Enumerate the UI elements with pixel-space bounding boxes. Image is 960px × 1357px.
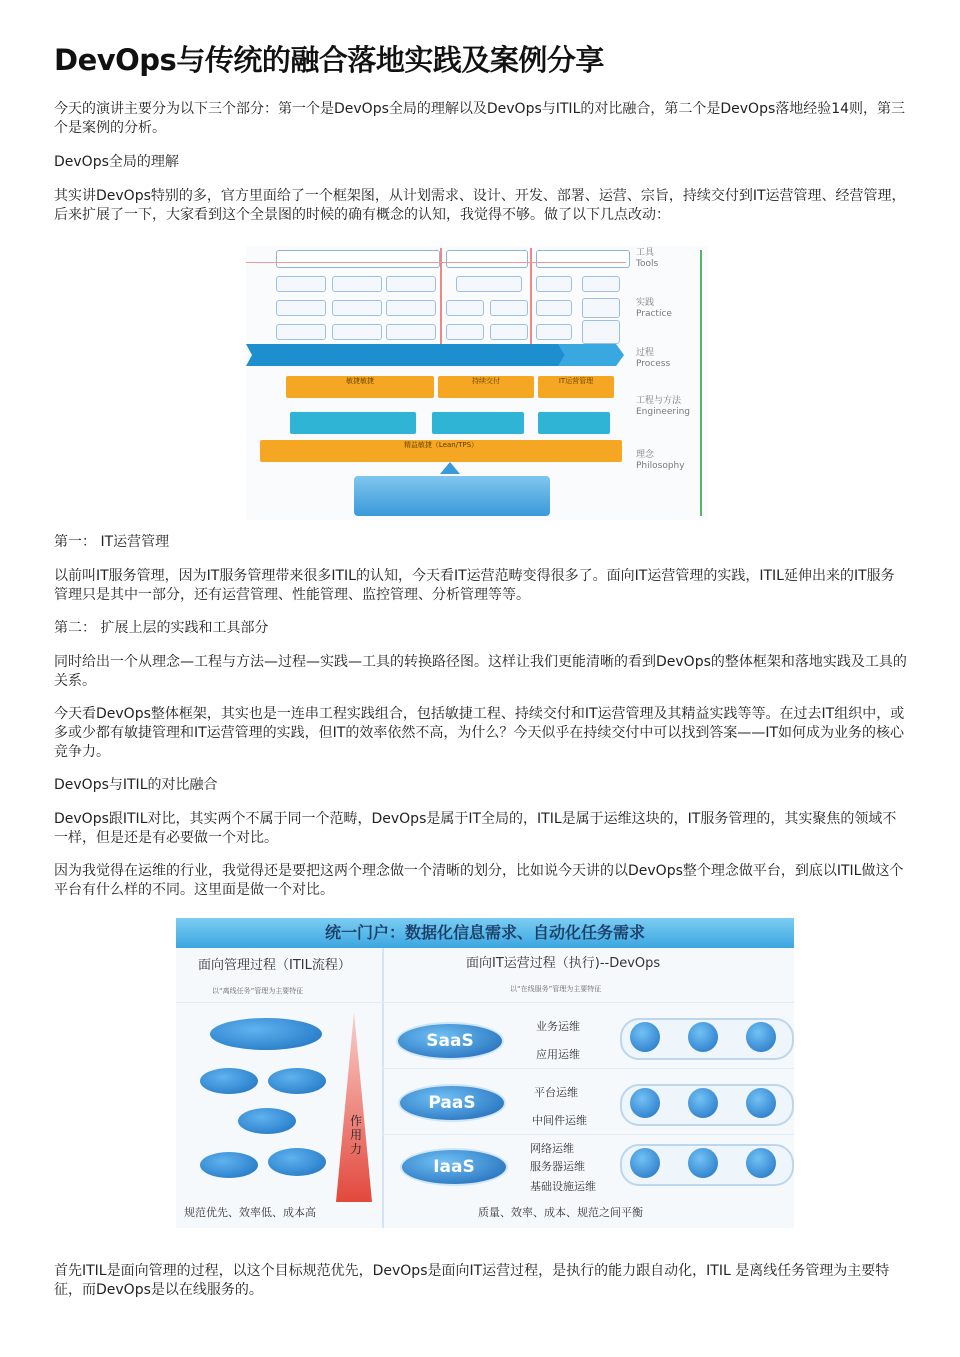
column-divider [382,948,384,1228]
tools-bar-right [536,250,630,268]
practice-cell [490,300,528,316]
paas-item: 平台运维 [534,1086,578,1099]
itil-ellipse [238,1108,296,1134]
section-heading-second: 第二： 扩展上层的实践和工具部分 [54,620,269,636]
paragraph-framework-overall: 今天看DevOps整体框架，其实也是一连串工程实践组合，包括敏捷工程、持续交付和IT运营管理及其精益实践等等。在过去IT组织中，或多或少都有敏捷管理和IT运营管理的实践，但IT的效率依然不高，为什么？今天似乎在持续交付中可以找到答案——IT如何成为业务的核心竞争力。 [54,706,905,760]
itops-bar [538,376,614,398]
practice-cell [456,276,522,292]
side-label-process: 过程 Process [636,348,671,369]
intro-paragraph: 今天的演讲主要分为以下三个部分：第一个是DevOps全局的理解以及DevOps与ITIL的对比融合，第二个是DevOps落地经验14则，第三个是案例的分析。 [54,101,906,136]
left-footer: 规范优先、效率低、成本高 [184,1206,316,1219]
saas-item: 业务运维 [536,1020,580,1033]
paas-item: 中间件运维 [532,1114,587,1127]
process-chevron [506,344,566,366]
iaas-item: 网络运维 [530,1142,574,1155]
dev-dot [630,1022,660,1052]
practice-cell [446,300,484,316]
practice-cell [332,324,382,340]
itil-ellipse [268,1148,326,1176]
test-dot [688,1088,718,1118]
page-title: DevOps与传统的融合落地实践及案例分享 [54,43,604,77]
practice-cell [386,324,436,340]
paragraph-compare: DevOps跟ITIL对比，其实两个不属于同一个范畴，DevOps是属于IT全局的，ITIL是属于运维这块的，IT服务管理的，其实聚焦的领域不一样，但是还是有必要做一个对比。 [54,811,897,846]
left-title: 面向管理过程（ITIL流程） [198,958,351,973]
side-label-practice: 实践 Practice [636,298,672,319]
itil-ellipse [268,1068,326,1094]
lean-label: 精益敏捷（Lean/TPS） [403,441,479,449]
section-heading-global: DevOps全局的理解 [54,154,179,170]
itil-devops-comparison-figure [176,918,794,1228]
paas-ellipse: PaaS [398,1084,506,1122]
practice-cell [386,276,436,292]
process-chevron [402,344,462,366]
right-footer: 质量、效率、成本、规范之间平衡 [478,1206,643,1219]
test-dot [688,1022,718,1052]
dev-dot [630,1088,660,1118]
itil-ellipse [200,1068,258,1094]
iaas-ellipse: IaaS [400,1148,508,1186]
practice-cell [276,300,326,316]
figure-header: 统一门户：数据化信息需求、自动化任务需求 [176,918,794,948]
practice-cell [582,320,620,344]
philosophy-box [354,476,550,516]
row-divider [176,1002,794,1003]
process-chevron [350,344,410,366]
engineering-box [432,412,524,434]
practice-cell [582,276,620,292]
itil-ellipse [210,1018,322,1050]
left-subtitle: 以“离线任务”管理为主要特征 [212,987,304,995]
side-label-engineering: 工程与方法 Engineering [636,396,690,417]
process-chevron [298,344,358,366]
practice-cell [582,298,620,318]
test-dot [688,1148,718,1178]
dev-test-ops-capsule [620,1018,794,1060]
practice-cell [446,324,484,340]
practice-cell [490,324,528,340]
practice-cell [536,276,572,292]
divider-red [530,248,532,348]
iaas-item: 服务器运维 [530,1160,585,1173]
agile-label: 敏捷敏捷 [346,377,374,385]
layer-divider [382,1134,794,1135]
cd-bar [438,376,534,398]
force-label: 作用力 [350,1114,363,1156]
paragraph-framework: 其实讲DevOps特别的多，官方里面给了一个框架图，从计划需求、设计、开发、部署、运营、宗旨，持续交付到IT运营管理、经营管理，后来扩展了一下，大家看到这个全景图的时候的确有概念的认知，我觉得不够。做了以下几点改动： [54,188,906,223]
up-arrow-icon [440,462,460,474]
force-triangle [336,1012,372,1202]
saas-item: 应用运维 [536,1048,580,1061]
section-heading-first: 第一： IT运营管理 [54,534,170,550]
devops-framework-figure [246,246,708,520]
practice-cell [536,300,572,316]
side-label-philosophy: 理念 Philosophy [636,450,685,471]
practice-cell [386,300,436,316]
engineering-box [290,412,416,434]
divider-red [246,262,626,263]
engineering-box [538,412,610,434]
right-title: 面向IT运营过程（执行)--DevOps [466,956,661,971]
itil-ellipse [200,1152,258,1178]
ops-dot [746,1088,776,1118]
paragraph-itops: 以前叫IT服务管理，因为IT服务管理带来很多ITIL的认知，今天看IT运营范畴变得很多了。面向IT运营管理的实践，ITIL延伸出来的IT服务管理只是其中一部分，还有运营管理、性能管理、监控管理、分析管理等等。 [54,568,895,603]
paragraph-platform: 因为我觉得在运维的行业，我觉得还是要把这两个理念做一个清晰的划分，比如说今天讲的以DevOps整个理念做平台，到底以ITIL做这个平台有什么样的不同。这里面是做一个对比。 [54,863,904,898]
right-subtitle: 以“在线服务”管理为主要特征 [510,985,602,993]
process-chevron [454,344,514,366]
section-heading-compare: DevOps与ITIL的对比融合 [54,777,218,793]
practice-cell [276,276,326,292]
cd-label: 持续交付 [472,377,500,385]
agile-bar [286,376,434,398]
paragraph-conclusion: 首先ITIL是面向管理的过程，以这个目标规范优先，DevOps是面向IT运营过程，是执行的能力跟自动化，ITIL 是离线任务管理为主要特征，而DevOps是以在线服务的。 [54,1263,890,1298]
process-chevron [558,344,624,366]
practice-cell [276,324,326,340]
tools-bar-mid [446,250,528,268]
divider-red [440,248,442,348]
ops-dot [746,1022,776,1052]
practice-cell [332,276,382,292]
itops-label: IT运营管理 [558,377,594,385]
practice-cell [536,324,572,340]
dev-test-ops-capsule [620,1084,794,1126]
axis-line [700,250,702,516]
iaas-item: 基础设施运维 [530,1180,596,1193]
layer-divider [382,1068,794,1069]
dev-test-ops-capsule [620,1144,794,1186]
dev-dot [630,1148,660,1178]
side-label-tools: 工具 Tools [636,248,659,269]
paragraph-path: 同时给出一个从理念—工程与方法—过程—实践—工具的转换路径图。这样让我们更能清晰的看到DevOps的整体框架和落地实践及工具的关系。 [54,654,907,689]
process-chevron [246,344,306,366]
saas-ellipse: SaaS [396,1022,504,1060]
tools-bar-left [276,250,440,268]
practice-cell [332,300,382,316]
ops-dot [746,1148,776,1178]
lean-bar [260,440,622,462]
